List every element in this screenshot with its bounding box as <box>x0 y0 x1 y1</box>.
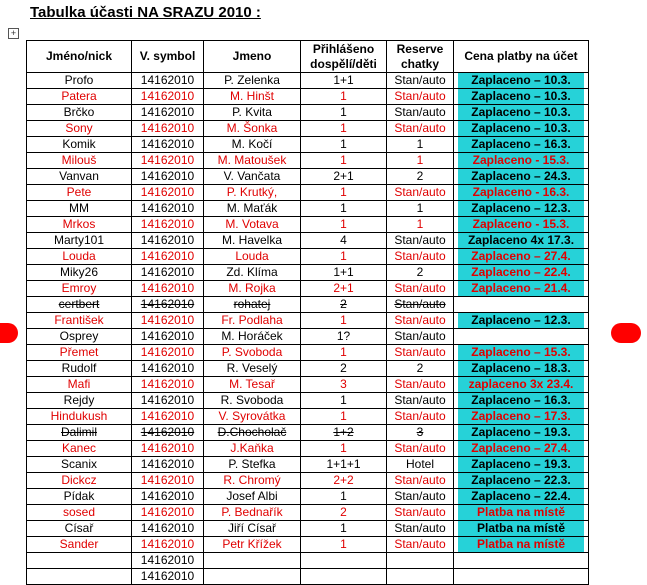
cell-jmeno: R. Veselý <box>204 361 301 377</box>
payment-status-badge: Platba na místě <box>458 521 584 536</box>
table-row <box>27 233 589 249</box>
cell-nick: Kanec <box>27 441 132 457</box>
cell-vs: 14162010 <box>132 201 204 217</box>
cell-prihlaseno: 2+1 <box>301 169 387 185</box>
cell-vs: 14162010 <box>132 553 204 569</box>
cell-vs: 14162010 <box>132 473 204 489</box>
cell-platba <box>454 441 589 457</box>
cell-reserve: Stan/auto <box>387 441 454 457</box>
cell-reserve: Stan/auto <box>387 297 454 313</box>
cell-nick: Komik <box>27 137 132 153</box>
cell-nick: Mafi <box>27 377 132 393</box>
table-row <box>27 361 589 377</box>
cell-vs: 14162010 <box>132 217 204 233</box>
payment-status-badge: Zaplaceno – 16.3. <box>458 393 584 408</box>
table-row <box>27 393 589 409</box>
cell-reserve: Stan/auto <box>387 521 454 537</box>
payment-status-badge: Zaplaceno – 12.3. <box>458 201 584 216</box>
cell-vs: 14162010 <box>132 489 204 505</box>
cell-reserve: 2 <box>387 169 454 185</box>
cell-platba <box>454 249 589 265</box>
payment-status-badge: Zaplaceno – 17.3. <box>458 409 584 424</box>
cell-vs: 14162010 <box>132 169 204 185</box>
cell-prihlaseno: 1 <box>301 153 387 169</box>
cell-prihlaseno: 1 <box>301 137 387 153</box>
table-header-row <box>27 41 589 73</box>
cell-vs: 14162010 <box>132 329 204 345</box>
cell-reserve: 1 <box>387 217 454 233</box>
payment-status-badge: Zaplaceno - 15.3. <box>458 153 584 168</box>
cell-prihlaseno <box>301 553 387 569</box>
cell-nick: Dalimil <box>27 425 132 441</box>
payment-status-badge: Zaplaceno – 10.3. <box>458 73 584 88</box>
cell-prihlaseno: 1 <box>301 313 387 329</box>
table-row <box>27 169 589 185</box>
cell-platba <box>454 73 589 89</box>
payment-status-badge: Platba na místě <box>458 505 584 520</box>
table-row <box>27 121 589 137</box>
cell-platba <box>454 233 589 249</box>
cell-vs: 14162010 <box>132 121 204 137</box>
cell-nick: Císař <box>27 521 132 537</box>
cell-nick: Profo <box>27 73 132 89</box>
cell-nick: Dickcz <box>27 473 132 489</box>
header-nick: Jméno/nick <box>27 41 132 73</box>
cell-vs: 14162010 <box>132 569 204 585</box>
cell-nick: Milouš <box>27 153 132 169</box>
table-row <box>27 521 589 537</box>
cell-vs: 14162010 <box>132 457 204 473</box>
table-row <box>27 201 589 217</box>
cell-reserve: Stan/auto <box>387 249 454 265</box>
cell-jmeno: M. Šonka <box>204 121 301 137</box>
cell-platba <box>454 361 589 377</box>
payment-status-badge: Zaplaceno – 24.3. <box>458 169 584 184</box>
payment-status-badge: Zaplaceno – 12.3. <box>458 313 584 328</box>
payment-status-badge: Zaplaceno - 15.3. <box>458 217 584 232</box>
cell-prihlaseno: 3 <box>301 377 387 393</box>
cell-jmeno: R. Chromý <box>204 473 301 489</box>
table-row <box>27 377 589 393</box>
cell-nick: certbert <box>27 297 132 313</box>
cell-nick: Přemet <box>27 345 132 361</box>
cell-platba <box>454 537 589 553</box>
cell-nick: Sander <box>27 537 132 553</box>
red-marker-left <box>0 323 18 343</box>
cell-platba <box>454 505 589 521</box>
cell-reserve <box>387 553 454 569</box>
cell-prihlaseno: 2 <box>301 297 387 313</box>
table-row <box>27 249 589 265</box>
cell-prihlaseno: 1 <box>301 249 387 265</box>
cell-platba <box>454 137 589 153</box>
cell-platba <box>454 553 589 569</box>
cell-reserve: Stan/auto <box>387 329 454 345</box>
cell-platba <box>454 169 589 185</box>
table-row <box>27 329 589 345</box>
cell-jmeno: M. Kočí <box>204 137 301 153</box>
cell-reserve: Stan/auto <box>387 281 454 297</box>
cell-vs: 14162010 <box>132 265 204 281</box>
cell-platba <box>454 105 589 121</box>
cell-prihlaseno: 2 <box>301 505 387 521</box>
table-row <box>27 441 589 457</box>
cell-platba <box>454 185 589 201</box>
cell-platba <box>454 457 589 473</box>
cell-reserve: Stan/auto <box>387 505 454 521</box>
header-reserve: Reserve chatky <box>387 41 454 73</box>
cell-reserve: 1 <box>387 153 454 169</box>
payment-status-badge: Zaplaceno – 27.4. <box>458 249 584 264</box>
table-row <box>27 281 589 297</box>
payment-status-badge: Zaplaceno – 18.3. <box>458 361 584 376</box>
cell-nick: Rudolf <box>27 361 132 377</box>
cell-reserve: Stan/auto <box>387 377 454 393</box>
cell-vs: 14162010 <box>132 137 204 153</box>
table-row <box>27 153 589 169</box>
cell-vs: 14162010 <box>132 153 204 169</box>
cell-platba <box>454 313 589 329</box>
table-row <box>27 185 589 201</box>
cell-platba <box>454 329 589 345</box>
payment-status-badge: Zaplaceno – 22.4. <box>458 489 584 504</box>
cell-nick: MM <box>27 201 132 217</box>
cell-reserve: Stan/auto <box>387 185 454 201</box>
cell-reserve: Stan/auto <box>387 409 454 425</box>
cell-prihlaseno: 1 <box>301 441 387 457</box>
cell-vs: 14162010 <box>132 73 204 89</box>
payment-status-badge: Zaplaceno – 27.4. <box>458 441 584 456</box>
cell-vs: 14162010 <box>132 425 204 441</box>
cell-jmeno: D.Chocholač <box>204 425 301 441</box>
cell-prihlaseno: 1+2 <box>301 425 387 441</box>
payment-status-badge: Zaplaceno – 10.3. <box>458 121 584 136</box>
cell-reserve: 2 <box>387 265 454 281</box>
cell-jmeno: M. Rojka <box>204 281 301 297</box>
cell-jmeno: M. Tesař <box>204 377 301 393</box>
cell-reserve: Stan/auto <box>387 73 454 89</box>
cell-jmeno: Petr Křížek <box>204 537 301 553</box>
red-marker-right <box>611 323 641 343</box>
cell-platba <box>454 377 589 393</box>
table-row <box>27 457 589 473</box>
cell-prihlaseno: 1 <box>301 217 387 233</box>
cell-vs: 14162010 <box>132 233 204 249</box>
payment-status-badge: zaplaceno 3x 23.4. <box>458 377 584 392</box>
cell-reserve: Stan/auto <box>387 489 454 505</box>
payment-status-badge: Zaplaceno – 10.3. <box>458 105 584 120</box>
cell-prihlaseno: 1+1 <box>301 73 387 89</box>
cell-reserve: 3 <box>387 425 454 441</box>
payment-status-badge: Zaplaceno – 22.3. <box>458 473 584 488</box>
payment-status-badge: Zaplaceno – 15.3. <box>458 345 584 360</box>
cell-jmeno: V. Syrovátka <box>204 409 301 425</box>
cell-nick: Brčko <box>27 105 132 121</box>
table-row <box>27 89 589 105</box>
cell-jmeno: M. Votava <box>204 217 301 233</box>
cell-platba <box>454 425 589 441</box>
cell-prihlaseno: 4 <box>301 233 387 249</box>
cell-vs: 14162010 <box>132 409 204 425</box>
cell-platba <box>454 265 589 281</box>
table-row <box>27 297 589 313</box>
cell-jmeno: V. Vančata <box>204 169 301 185</box>
cell-nick: Pídak <box>27 489 132 505</box>
cell-platba <box>454 345 589 361</box>
header-platba: Cena platby na účet <box>454 41 589 73</box>
cell-reserve: Stan/auto <box>387 473 454 489</box>
cell-reserve: Stan/auto <box>387 105 454 121</box>
cell-platba <box>454 473 589 489</box>
cell-prihlaseno: 1? <box>301 329 387 345</box>
cell-vs: 14162010 <box>132 297 204 313</box>
table-row <box>27 217 589 233</box>
cell-reserve: Stan/auto <box>387 233 454 249</box>
table-body <box>27 73 589 585</box>
payment-status-badge: Zaplaceno – 19.3. <box>458 425 584 440</box>
cell-reserve: Stan/auto <box>387 537 454 553</box>
cell-nick: Pete <box>27 185 132 201</box>
cell-reserve: 1 <box>387 201 454 217</box>
cell-jmeno: M. Maťák <box>204 201 301 217</box>
cell-nick: Vanvan <box>27 169 132 185</box>
cell-jmeno: M. Matoušek <box>204 153 301 169</box>
cell-nick: Osprey <box>27 329 132 345</box>
cell-jmeno: P. Zelenka <box>204 73 301 89</box>
cell-nick: Marty101 <box>27 233 132 249</box>
cell-vs: 14162010 <box>132 249 204 265</box>
cell-jmeno: R. Svoboda <box>204 393 301 409</box>
cell-platba <box>454 281 589 297</box>
cell-platba <box>454 217 589 233</box>
table-row <box>27 425 589 441</box>
cell-nick: Louda <box>27 249 132 265</box>
payment-status-badge: Platba na místě <box>458 537 584 552</box>
cell-reserve: Stan/auto <box>387 121 454 137</box>
table-row <box>27 553 589 569</box>
cell-prihlaseno: 1 <box>301 393 387 409</box>
cell-jmeno: P. Krutký, <box>204 185 301 201</box>
cell-prihlaseno: 1 <box>301 201 387 217</box>
cell-nick: Scanix <box>27 457 132 473</box>
payment-status-badge: Zaplaceno – 10.3. <box>458 89 584 104</box>
document-title: Tabulka účasti NA SRAZU 2010 : <box>30 4 261 21</box>
header-jmeno: Jmeno <box>204 41 301 73</box>
cell-jmeno: Josef Albi <box>204 489 301 505</box>
cell-prihlaseno: 2+2 <box>301 473 387 489</box>
cell-vs: 14162010 <box>132 89 204 105</box>
cell-vs: 14162010 <box>132 105 204 121</box>
cell-prihlaseno: 1 <box>301 121 387 137</box>
cell-reserve: Stan/auto <box>387 89 454 105</box>
cell-prihlaseno: 1+1 <box>301 265 387 281</box>
cell-vs: 14162010 <box>132 537 204 553</box>
cell-prihlaseno: 1 <box>301 89 387 105</box>
table-row <box>27 505 589 521</box>
cell-nick <box>27 553 132 569</box>
payment-status-badge: Zaplaceno – 22.4. <box>458 265 584 280</box>
header-prihlaseno: Přihlášeno dospělí/děti <box>301 41 387 73</box>
cell-jmeno: P. Kvita <box>204 105 301 121</box>
cell-prihlaseno: 2 <box>301 361 387 377</box>
cell-jmeno: M. Horáček <box>204 329 301 345</box>
cell-nick: Sony <box>27 121 132 137</box>
cell-reserve: Hotel <box>387 457 454 473</box>
cell-reserve: 2 <box>387 361 454 377</box>
table-move-handle-icon[interactable]: + <box>8 28 19 39</box>
cell-vs: 14162010 <box>132 185 204 201</box>
cell-prihlaseno: 1 <box>301 521 387 537</box>
cell-jmeno: Zd. Klíma <box>204 265 301 281</box>
cell-nick: Rejdy <box>27 393 132 409</box>
cell-platba <box>454 153 589 169</box>
table-row <box>27 137 589 153</box>
cell-jmeno: Fr. Podlaha <box>204 313 301 329</box>
table-row <box>27 105 589 121</box>
payment-status-badge: Zaplaceno 4x 17.3. <box>458 233 584 248</box>
cell-jmeno: Louda <box>204 249 301 265</box>
cell-jmeno: Jiří Císař <box>204 521 301 537</box>
cell-platba <box>454 521 589 537</box>
cell-prihlaseno: 1+1+1 <box>301 457 387 473</box>
cell-jmeno: rohatej <box>204 297 301 313</box>
cell-vs: 14162010 <box>132 505 204 521</box>
cell-prihlaseno: 2+1 <box>301 281 387 297</box>
cell-reserve: Stan/auto <box>387 313 454 329</box>
cell-jmeno: J.Kaňka <box>204 441 301 457</box>
cell-vs: 14162010 <box>132 345 204 361</box>
cell-vs: 14162010 <box>132 281 204 297</box>
cell-prihlaseno: 1 <box>301 409 387 425</box>
cell-nick: Emroy <box>27 281 132 297</box>
cell-platba <box>454 201 589 217</box>
cell-platba <box>454 89 589 105</box>
cell-jmeno: P. Svoboda <box>204 345 301 361</box>
cell-nick: Hindukush <box>27 409 132 425</box>
cell-nick: Mrkos <box>27 217 132 233</box>
cell-prihlaseno: 1 <box>301 105 387 121</box>
payment-status-badge: Zaplaceno – 21.4. <box>458 281 584 296</box>
cell-vs: 14162010 <box>132 377 204 393</box>
table-row <box>27 313 589 329</box>
cell-jmeno: P. Stefka <box>204 457 301 473</box>
cell-vs: 14162010 <box>132 441 204 457</box>
cell-prihlaseno: 1 <box>301 345 387 361</box>
payment-status-badge: Zaplaceno – 16.3. <box>458 137 584 152</box>
cell-jmeno <box>204 553 301 569</box>
cell-nick: Patera <box>27 89 132 105</box>
cell-platba <box>454 297 589 313</box>
cell-nick: Miky26 <box>27 265 132 281</box>
table-row <box>27 265 589 281</box>
cell-vs: 14162010 <box>132 361 204 377</box>
header-vs: V. symbol <box>132 41 204 73</box>
table-row <box>27 473 589 489</box>
cell-platba <box>454 393 589 409</box>
cell-reserve: 1 <box>387 137 454 153</box>
cell-jmeno: M. Hinšt <box>204 89 301 105</box>
cell-nick: sosed <box>27 505 132 521</box>
cell-prihlaseno: 1 <box>301 537 387 553</box>
cell-prihlaseno: 1 <box>301 185 387 201</box>
cell-reserve: Stan/auto <box>387 393 454 409</box>
cell-platba <box>454 121 589 137</box>
cell-platba <box>454 489 589 505</box>
table-row <box>27 489 589 505</box>
cell-jmeno: P. Bednařík <box>204 505 301 521</box>
attendance-table <box>26 40 589 585</box>
table-row <box>27 73 589 89</box>
cell-nick: František <box>27 313 132 329</box>
cell-vs: 14162010 <box>132 521 204 537</box>
payment-status-badge: Zaplaceno - 16.3. <box>458 185 584 200</box>
cell-jmeno: M. Havelka <box>204 233 301 249</box>
cell-reserve: Stan/auto <box>387 345 454 361</box>
table-row <box>27 409 589 425</box>
cell-vs: 14162010 <box>132 313 204 329</box>
table-row <box>27 345 589 361</box>
cell-platba <box>454 409 589 425</box>
payment-status-badge: Zaplaceno – 19.3. <box>458 457 584 472</box>
cell-vs: 14162010 <box>132 393 204 409</box>
table-row <box>27 537 589 553</box>
cell-prihlaseno: 1 <box>301 489 387 505</box>
